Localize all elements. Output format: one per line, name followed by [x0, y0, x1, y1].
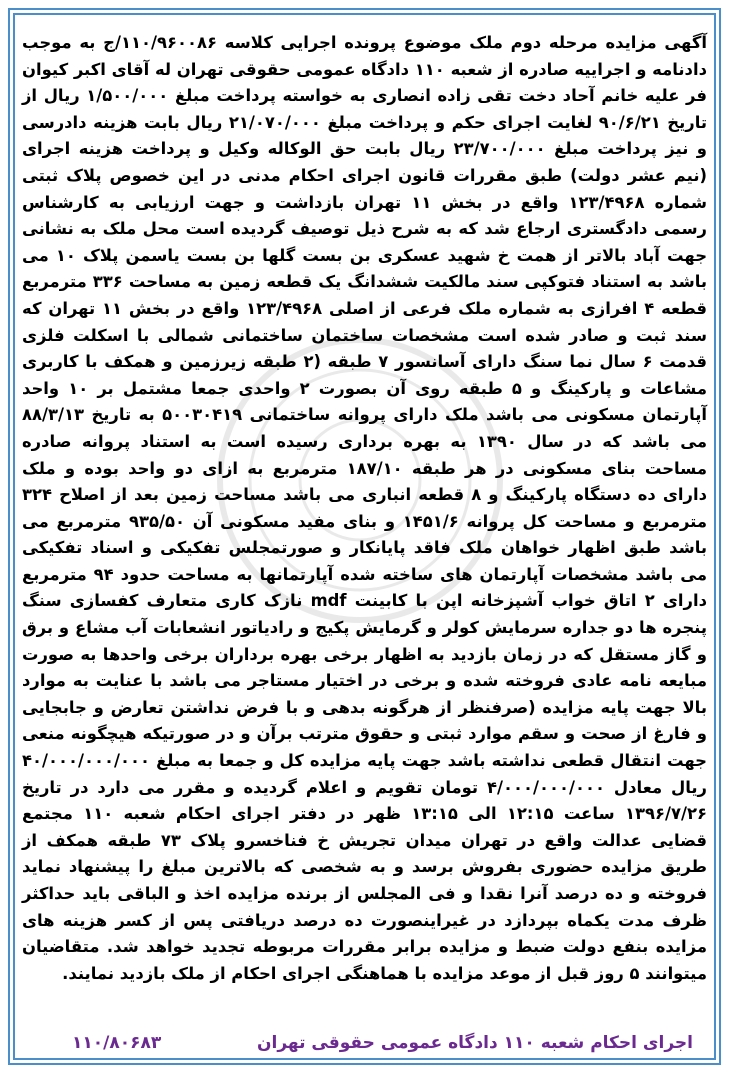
notice-code: ۱۱۰/۸۰۶۸۳: [72, 1033, 162, 1053]
issuing-authority: اجرای احکام شعبه ۱۱۰ دادگاه عمومی حقوقی تهران: [257, 1033, 693, 1053]
notice-footer: [22, 1029, 707, 1057]
auction-notice-text: آگهی مزایده مرحله دوم ملک موضوع پرونده اجرایی کلاسه ۱۱۰/۹۶۰۰۸۶/ج به موجب دادنامه و اجراییه صادره از شعبه ۱۱۰ دادگاه عمومی حقوقی تهران له آقای اکبر کیوان فر علیه خانم آحاد دخت تقی زاده انصاری به خواسته پرداخت مبلغ ۱/۵۰۰/۰۰۰ ریال از تاریخ ۹۰/۶/۲۱ لغایت اجرای حکم و پرداخت مبلغ ۲۱/۰۷۰/۰۰۰ ریال بابت هزینه دادرسی و نیز پرداخت مبلغ ۲۳/۷۰۰/۰۰۰ ریال بابت حق الوکاله وکیل و پرداخت هزینه اجرای (نیم عشر دولت) طبق مقررات قانون اجرای احکام مدنی در این خصوص پلاک ثبتی شماره ۱۲۳/۴۹۶۸ واقع در بخش ۱۱ تهران بازداشت و جهت ارزیابی به کارشناس رسمی دادگستری ارجاع شد که به شرح ذیل توصیف گردیده است محل ملک به نشانی جهت آباد بالاتر از همت خ شهید عسکری بن بست گلها بن بست یاسمن پلاک ۱۰ می باشد به استناد فتوکپی سند مالکیت ششدانگ یک قطعه زمین به مساحت ۳۳۶ مترمربع قطعه ۴ افرازی به شماره ملک فرعی از اصلی ۱۲۳/۴۹۶۸ واقع در بخش ۱۱ تهران که سند ثبت و صادر شده است مشخصات ساختمان ساختمانی شمالی با اسکلت فلزی قدمت ۶ سال نما سنگ دارای آسانسور ۷ طبقه (۲ طبقه زیرزمین و همکف با کاربری مشاعات و پارکینگ و ۵ طبقه روی آن بصورت ۲ واحدی جمعا مشتمل بر ۱۰ واحد آپارتمان مسکونی می باشد ملک دارای پروانه ساختمانی ۵۰۰۳۰۴۱۹ به تاریخ ۸۸/۳/۱۳ می باشد که در سال ۱۳۹۰ به بهره برداری رسیده است به استناد پروانه صادره مساحت بنای مسکونی در هر طبقه ۱۸۷/۱۰ مترمربع به ازای دو واحد بوده و ملک دارای ده دستگاه پارکینگ و ۸ قطعه انباری می باشد مساحت زمین بعد از اصلاح ۳۲۴ مترمربع و مساحت کل پروانه ۱۴۵۱/۶ و بنای مفید مسکونی آن ۹۳۵/۵۰ مترمربع می باشد طبق اظهار خواهان ملک فاقد پایانکار و صورتمجلس تفکیکی و اسناد تفکیکی می باشد مشخصات آپارتمان های ساخته شده آپارتمانها به مساحت حدود ۹۴ مترمربع دارای ۲ اتاق خواب آشپزخانه اپن با کابینت mdf نازک کاری متعارف کفسازی سنگ پنجره ها دو جداره سرمایش کولر و گرمایش پکیج و رادیاتور انشعابات آب مشاع و برق و گاز مستقل که در زمان بازدید به اظهار برخی بهره برداران برخی واحدها به صورت مبایعه نامه عادی فروخته شده و برخی در اختیار مستاجر می باشد با عنایت به موارد بالا جهت پایه مزایده (صرفنظر از هرگونه بدهی و با فرض نداشتن تعارض و جابجایی و فارغ از صحت و سقم موارد ثبتی و حقوق مترتب برآن و در صورتیکه هیچگونه منعی جهت انتقال قطعی نداشته باشد جهت پایه مزایده کل و جمعا به مبلغ ۴۰/۰۰۰/۰۰۰/۰۰۰ ریال معادل ۴/۰۰۰/۰۰۰/۰۰۰ تومان تقویم و اعلام گردیده و مقرر می دارد در تاریخ ۱۳۹۶/۷/۲۶ ساعت ۱۲:۱۵ الی ۱۳:۱۵ ظهر در دفتر اجرای احکام شعبه ۱۱۰ مجتمع قضایی عدالت واقع در تهران میدان تجریش خ فناخسرو پلاک ۷۳ طبقه همکف از طریق مزایده حضوری بفروش برسد و به شخصی که بالاترین مبلغ را پیشنهاد نماید فروخته و ده درصد آنرا نقدا و فی المجلس از برنده مزایده اخذ و الباقی باید حداکثر ظرف مدت یکماه بپردازد در غیراینصورت ده درصد دریافتی پس از کسر هزینه های مزایده بنفع دولت ضبط و مزایده برابر مقررات مربوطه تجدید خواهد شد. متقاضیان میتوانند ۵ روز قبل از موعد مزایده با هماهنگی اجرای احکام از ملک بازدید نمایند.: [22, 33, 708, 983]
